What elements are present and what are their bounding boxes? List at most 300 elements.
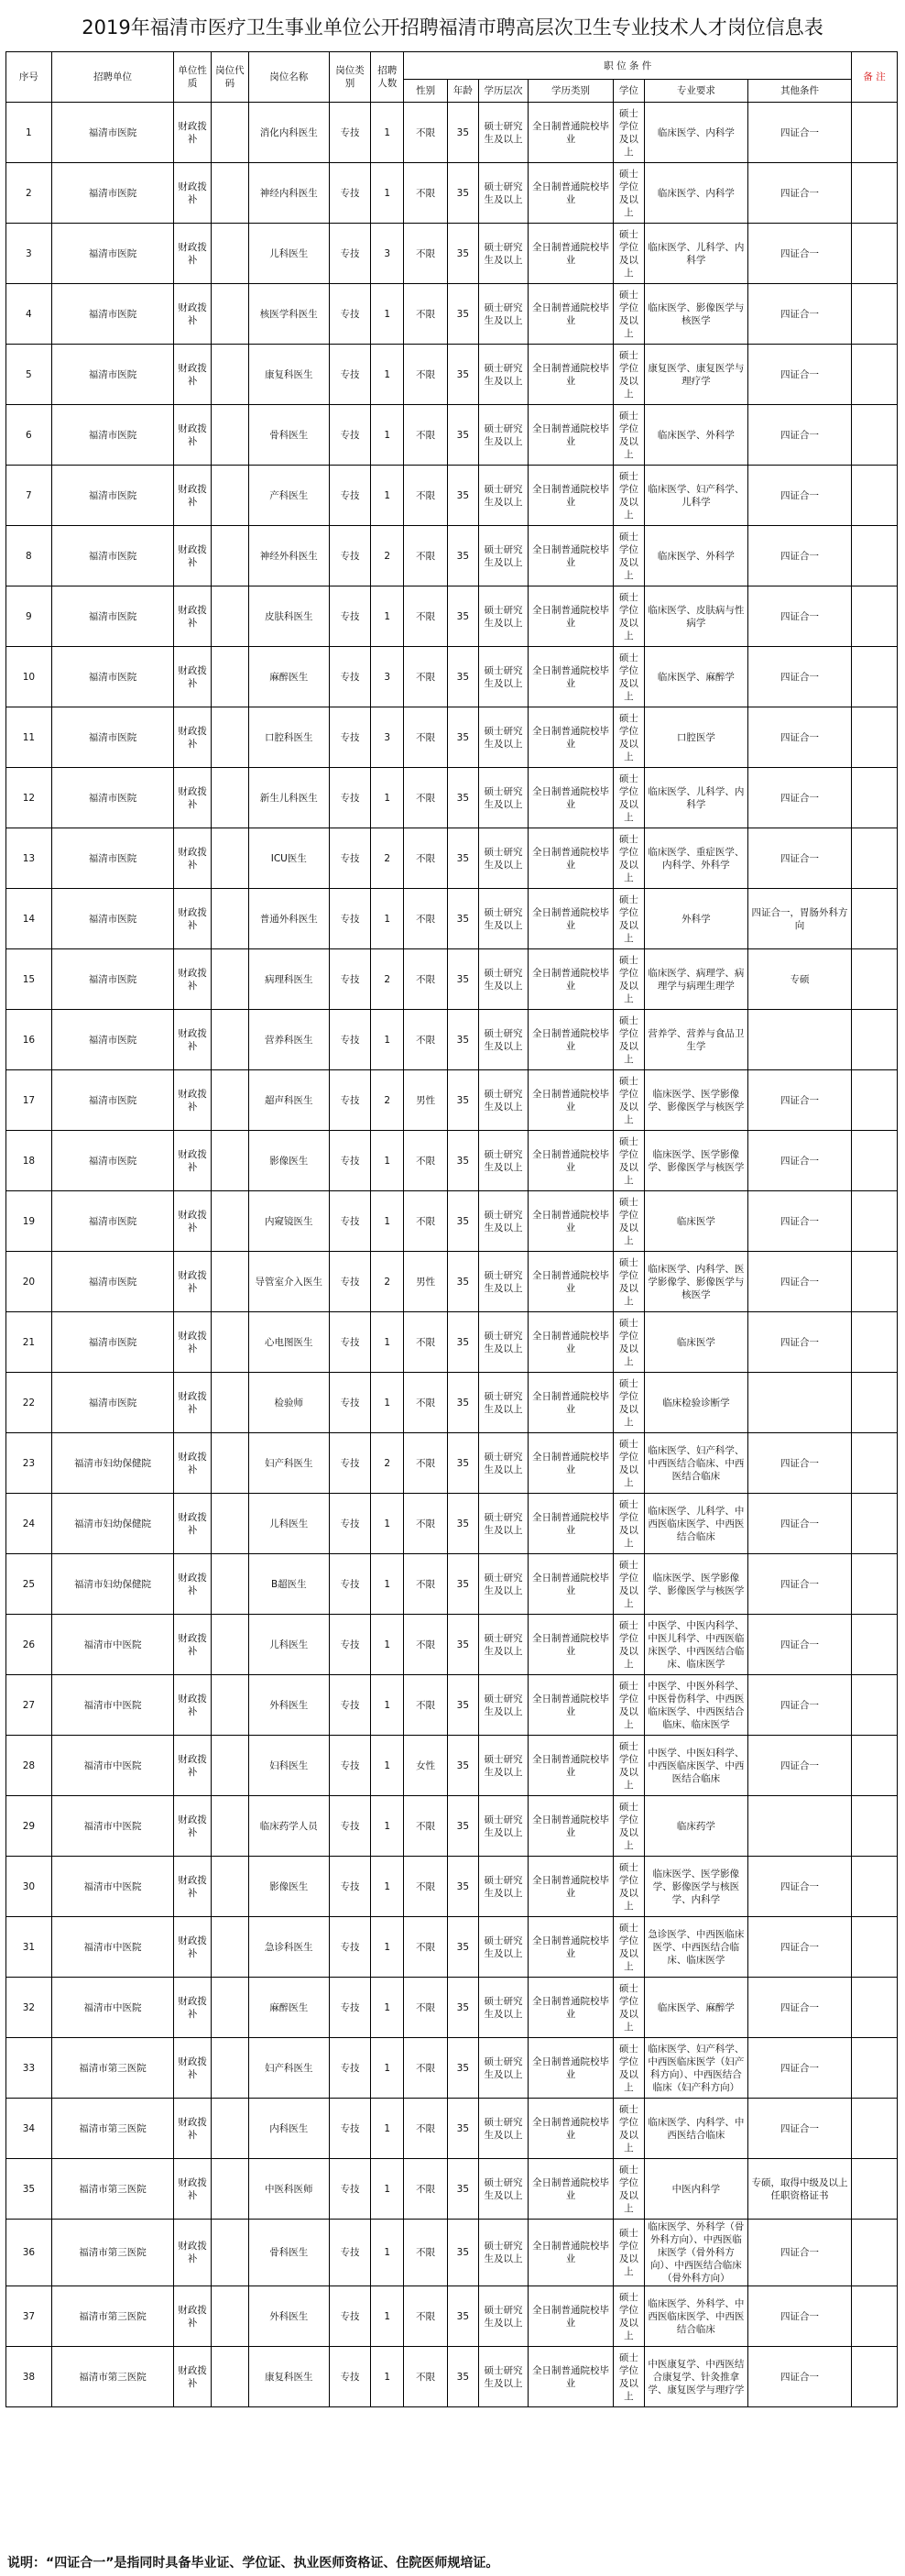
row-category-cell: 专技 xyxy=(329,889,370,949)
row-nature-cell: 财政拨补 xyxy=(174,1131,212,1191)
table-row xyxy=(6,889,898,949)
row-major-cell: 临床医学、医学影像学、影像医学与核医学 xyxy=(644,1131,747,1191)
table-row xyxy=(6,2347,898,2407)
row-age-cell: 35 xyxy=(447,707,478,768)
row-other-cell: 四证合一 xyxy=(747,284,851,345)
row-major-cell: 营养学、营养与食品卫生学 xyxy=(644,1010,747,1070)
row-edu-type-cell: 全日制普通院校毕业 xyxy=(529,647,614,707)
row-other-cell: 四证合一 xyxy=(747,647,851,707)
row-gender-cell: 不限 xyxy=(404,2099,448,2159)
table-row xyxy=(6,707,898,768)
row-post-cell: 营养科医生 xyxy=(248,1010,329,1070)
row-seq-cell: 4 xyxy=(6,284,52,345)
row-remark-cell xyxy=(852,2286,898,2347)
row-category-cell: 专技 xyxy=(329,768,370,828)
row-nature-cell: 财政拨补 xyxy=(174,1796,212,1857)
row-count-cell: 2 xyxy=(371,828,404,889)
row-other-cell: 四证合一 xyxy=(747,526,851,586)
row-remark-cell xyxy=(852,707,898,768)
row-category-cell: 专技 xyxy=(329,284,370,345)
row-major-cell: 临床医学、影像医学与核医学 xyxy=(644,284,747,345)
row-post-cell: 产科医生 xyxy=(248,466,329,526)
row-category-cell: 专技 xyxy=(329,1978,370,2038)
row-edu-type-cell: 全日制普通院校毕业 xyxy=(529,1433,614,1494)
row-gender-cell: 不限 xyxy=(404,1433,448,1494)
row-unit-cell: 福清市医院 xyxy=(51,828,173,889)
row-unit-cell: 福清市医院 xyxy=(51,1070,173,1131)
table-row xyxy=(6,2159,898,2220)
row-gender-cell: 不限 xyxy=(404,1675,448,1736)
table-row xyxy=(6,1978,898,2038)
row-post-cell: B超医生 xyxy=(248,1554,329,1615)
row-post-cell: 神经内科医生 xyxy=(248,163,329,224)
row-seq-cell: 27 xyxy=(6,1675,52,1736)
row-code-cell xyxy=(211,586,248,647)
row-edu-type-cell: 全日制普通院校毕业 xyxy=(529,345,614,405)
row-education-cell: 硕士研究生及以上 xyxy=(478,466,528,526)
row-seq-cell: 1 xyxy=(6,103,52,163)
row-remark-cell xyxy=(852,889,898,949)
table-row xyxy=(6,1252,898,1312)
row-other-cell: 四证合一 xyxy=(747,466,851,526)
row-seq-cell: 14 xyxy=(6,889,52,949)
row-nature-cell: 财政拨补 xyxy=(174,2038,212,2099)
row-nature-cell: 财政拨补 xyxy=(174,1010,212,1070)
row-count-cell: 1 xyxy=(371,1796,404,1857)
row-seq-cell: 19 xyxy=(6,1191,52,1252)
row-count-cell: 1 xyxy=(371,1615,404,1675)
row-degree-cell: 硕士学位及以上 xyxy=(613,1191,644,1252)
row-remark-cell xyxy=(852,1615,898,1675)
row-remark-cell xyxy=(852,2038,898,2099)
row-degree-cell: 硕士学位及以上 xyxy=(613,466,644,526)
row-major-cell: 外科学 xyxy=(644,889,747,949)
row-age-cell: 35 xyxy=(447,1736,478,1796)
row-gender-cell: 不限 xyxy=(404,224,448,284)
row-nature-cell: 财政拨补 xyxy=(174,1615,212,1675)
row-post-cell: 儿科医生 xyxy=(248,224,329,284)
row-code-cell xyxy=(211,526,248,586)
row-category-cell: 专技 xyxy=(329,163,370,224)
row-edu-type-cell: 全日制普通院校毕业 xyxy=(529,1736,614,1796)
row-count-cell: 1 xyxy=(371,1857,404,1917)
row-age-cell: 35 xyxy=(447,466,478,526)
row-education-cell: 硕士研究生及以上 xyxy=(478,224,528,284)
row-nature-cell: 财政拨补 xyxy=(174,2347,212,2407)
row-age-cell: 35 xyxy=(447,647,478,707)
row-major-cell: 临床医学、皮肤病与性病学 xyxy=(644,586,747,647)
row-gender-cell: 女性 xyxy=(404,1736,448,1796)
row-gender-cell: 不限 xyxy=(404,466,448,526)
row-degree-cell: 硕士学位及以上 xyxy=(613,2099,644,2159)
row-unit-cell: 福清市中医院 xyxy=(51,1615,173,1675)
row-post-cell: 康复科医生 xyxy=(248,345,329,405)
row-other-cell: 四证合一 xyxy=(747,224,851,284)
row-edu-type-cell: 全日制普通院校毕业 xyxy=(529,1857,614,1917)
row-nature-cell: 财政拨补 xyxy=(174,1252,212,1312)
row-remark-cell xyxy=(852,1433,898,1494)
row-age-cell: 35 xyxy=(447,2038,478,2099)
row-edu-type-cell: 全日制普通院校毕业 xyxy=(529,768,614,828)
row-code-cell xyxy=(211,2159,248,2220)
row-unit-cell: 福清市中医院 xyxy=(51,1675,173,1736)
row-nature-cell: 财政拨补 xyxy=(174,586,212,647)
row-gender-cell: 不限 xyxy=(404,284,448,345)
row-education-cell: 硕士研究生及以上 xyxy=(478,2286,528,2347)
header-age: 年龄 xyxy=(447,80,478,103)
row-gender-cell: 不限 xyxy=(404,526,448,586)
row-other-cell: 四证合一 xyxy=(747,405,851,466)
row-nature-cell: 财政拨补 xyxy=(174,1494,212,1554)
row-unit-cell: 福清市医院 xyxy=(51,1131,173,1191)
row-post-cell: 内窥镜医生 xyxy=(248,1191,329,1252)
row-category-cell: 专技 xyxy=(329,1615,370,1675)
row-code-cell xyxy=(211,1857,248,1917)
row-remark-cell xyxy=(852,1857,898,1917)
row-major-cell: 临床医学 xyxy=(644,1312,747,1373)
row-edu-type-cell: 全日制普通院校毕业 xyxy=(529,1131,614,1191)
row-unit-cell: 福清市医院 xyxy=(51,768,173,828)
row-seq-cell: 20 xyxy=(6,1252,52,1312)
row-education-cell: 硕士研究生及以上 xyxy=(478,2159,528,2220)
row-edu-type-cell: 全日制普通院校毕业 xyxy=(529,2099,614,2159)
row-degree-cell: 硕士学位及以上 xyxy=(613,828,644,889)
row-nature-cell: 财政拨补 xyxy=(174,345,212,405)
row-category-cell: 专技 xyxy=(329,2099,370,2159)
row-post-cell: 妇产科医生 xyxy=(248,2038,329,2099)
header-nature: 单位性质 xyxy=(174,52,212,103)
row-post-cell: 儿科医生 xyxy=(248,1494,329,1554)
row-nature-cell: 财政拨补 xyxy=(174,1433,212,1494)
row-post-cell: 妇产科医生 xyxy=(248,1433,329,1494)
row-category-cell: 专技 xyxy=(329,405,370,466)
row-count-cell: 1 xyxy=(371,2159,404,2220)
row-degree-cell: 硕士学位及以上 xyxy=(613,2038,644,2099)
row-count-cell: 2 xyxy=(371,1070,404,1131)
row-nature-cell: 财政拨补 xyxy=(174,103,212,163)
row-unit-cell: 福清市中医院 xyxy=(51,1796,173,1857)
row-post-cell: 骨科医生 xyxy=(248,2220,329,2286)
row-remark-cell xyxy=(852,586,898,647)
row-category-cell: 专技 xyxy=(329,345,370,405)
row-other-cell: 四证合一 xyxy=(747,1191,851,1252)
row-major-cell: 临床医学、医学影像学、影像医学与核医学、内科学 xyxy=(644,1857,747,1917)
row-nature-cell: 财政拨补 xyxy=(174,889,212,949)
row-education-cell: 硕士研究生及以上 xyxy=(478,1494,528,1554)
row-other-cell: 四证合一 xyxy=(747,1131,851,1191)
row-seq-cell: 18 xyxy=(6,1131,52,1191)
row-major-cell: 临床医学、医学影像学、影像医学与核医学 xyxy=(644,1554,747,1615)
table-row xyxy=(6,345,898,405)
row-education-cell: 硕士研究生及以上 xyxy=(478,1554,528,1615)
row-gender-cell: 不限 xyxy=(404,103,448,163)
row-gender-cell: 不限 xyxy=(404,2038,448,2099)
row-nature-cell: 财政拨补 xyxy=(174,466,212,526)
row-major-cell: 临床医学、儿科学、内科学 xyxy=(644,224,747,284)
row-nature-cell: 财政拨补 xyxy=(174,1917,212,1978)
row-seq-cell: 5 xyxy=(6,345,52,405)
row-nature-cell: 财政拨补 xyxy=(174,1070,212,1131)
row-age-cell: 35 xyxy=(447,1010,478,1070)
row-other-cell: 四证合一 xyxy=(747,2286,851,2347)
row-seq-cell: 6 xyxy=(6,405,52,466)
row-count-cell: 1 xyxy=(371,345,404,405)
row-other-cell: 四证合一 xyxy=(747,828,851,889)
row-gender-cell: 不限 xyxy=(404,2286,448,2347)
row-edu-type-cell: 全日制普通院校毕业 xyxy=(529,1070,614,1131)
row-post-cell: 病理科医生 xyxy=(248,949,329,1010)
row-edu-type-cell: 全日制普通院校毕业 xyxy=(529,1252,614,1312)
row-remark-cell xyxy=(852,405,898,466)
row-age-cell: 35 xyxy=(447,405,478,466)
row-post-cell: 影像医生 xyxy=(248,1857,329,1917)
row-category-cell: 专技 xyxy=(329,1191,370,1252)
row-post-cell: 外科医生 xyxy=(248,2286,329,2347)
row-post-cell: 麻醉医生 xyxy=(248,1978,329,2038)
row-edu-type-cell: 全日制普通院校毕业 xyxy=(529,1796,614,1857)
table-row xyxy=(6,1070,898,1131)
row-nature-cell: 财政拨补 xyxy=(174,1857,212,1917)
row-education-cell: 硕士研究生及以上 xyxy=(478,707,528,768)
row-code-cell xyxy=(211,1191,248,1252)
row-category-cell: 专技 xyxy=(329,2038,370,2099)
row-seq-cell: 26 xyxy=(6,1615,52,1675)
table-row xyxy=(6,828,898,889)
row-degree-cell: 硕士学位及以上 xyxy=(613,103,644,163)
row-education-cell: 硕士研究生及以上 xyxy=(478,1010,528,1070)
row-seq-cell: 36 xyxy=(6,2220,52,2286)
row-code-cell xyxy=(211,284,248,345)
table-header xyxy=(6,52,898,103)
row-gender-cell: 男性 xyxy=(404,1070,448,1131)
row-count-cell: 1 xyxy=(371,103,404,163)
row-unit-cell: 福清市医院 xyxy=(51,1010,173,1070)
row-major-cell: 临床医学、儿科学、中西医临床医学、中西医结合临床 xyxy=(644,1494,747,1554)
row-education-cell: 硕士研究生及以上 xyxy=(478,103,528,163)
row-major-cell: 临床医学、内科学 xyxy=(644,103,747,163)
row-post-cell: 口腔科医生 xyxy=(248,707,329,768)
row-age-cell: 35 xyxy=(447,828,478,889)
row-code-cell xyxy=(211,1736,248,1796)
row-degree-cell: 硕士学位及以上 xyxy=(613,1554,644,1615)
row-count-cell: 3 xyxy=(371,707,404,768)
row-age-cell: 35 xyxy=(447,1131,478,1191)
row-edu-type-cell: 全日制普通院校毕业 xyxy=(529,707,614,768)
row-unit-cell: 福清市医院 xyxy=(51,466,173,526)
row-edu-type-cell: 全日制普通院校毕业 xyxy=(529,586,614,647)
row-count-cell: 2 xyxy=(371,526,404,586)
row-edu-type-cell: 全日制普通院校毕业 xyxy=(529,1191,614,1252)
row-seq-cell: 16 xyxy=(6,1010,52,1070)
row-nature-cell: 财政拨补 xyxy=(174,2159,212,2220)
row-age-cell: 35 xyxy=(447,345,478,405)
row-nature-cell: 财政拨补 xyxy=(174,1736,212,1796)
row-post-cell: 影像医生 xyxy=(248,1131,329,1191)
row-post-cell: 妇科医生 xyxy=(248,1736,329,1796)
row-major-cell: 急诊医学、中西医临床医学、中西医结合临床、临床医学 xyxy=(644,1917,747,1978)
row-major-cell: 临床医学、儿科学、内科学 xyxy=(644,768,747,828)
row-code-cell xyxy=(211,2038,248,2099)
row-count-cell: 1 xyxy=(371,1131,404,1191)
row-code-cell xyxy=(211,2099,248,2159)
row-category-cell: 专技 xyxy=(329,828,370,889)
row-other-cell: 四证合一 xyxy=(747,1070,851,1131)
row-category-cell: 专技 xyxy=(329,2159,370,2220)
row-education-cell: 硕士研究生及以上 xyxy=(478,647,528,707)
row-degree-cell: 硕士学位及以上 xyxy=(613,1978,644,2038)
row-other-cell: 四证合一 xyxy=(747,1252,851,1312)
row-age-cell: 35 xyxy=(447,2286,478,2347)
row-edu-type-cell: 全日制普通院校毕业 xyxy=(529,163,614,224)
table-row xyxy=(6,284,898,345)
row-unit-cell: 福清市第三医院 xyxy=(51,2159,173,2220)
header-code: 岗位代码 xyxy=(211,52,248,103)
row-post-cell: 普通外科医生 xyxy=(248,889,329,949)
table-row xyxy=(6,1373,898,1433)
header-major: 专业要求 xyxy=(644,80,747,103)
row-education-cell: 硕士研究生及以上 xyxy=(478,1736,528,1796)
row-education-cell: 硕士研究生及以上 xyxy=(478,1917,528,1978)
header-education: 学历层次 xyxy=(478,80,528,103)
row-post-cell: 检验师 xyxy=(248,1373,329,1433)
row-category-cell: 专技 xyxy=(329,1131,370,1191)
row-gender-cell: 不限 xyxy=(404,828,448,889)
row-unit-cell: 福清市第三医院 xyxy=(51,2347,173,2407)
row-unit-cell: 福清市医院 xyxy=(51,1191,173,1252)
row-nature-cell: 财政拨补 xyxy=(174,707,212,768)
row-degree-cell: 硕士学位及以上 xyxy=(613,1010,644,1070)
row-degree-cell: 硕士学位及以上 xyxy=(613,2347,644,2407)
positions-table xyxy=(5,51,898,2407)
row-remark-cell xyxy=(852,284,898,345)
row-post-cell: ICU医生 xyxy=(248,828,329,889)
row-code-cell xyxy=(211,768,248,828)
row-code-cell xyxy=(211,1373,248,1433)
row-degree-cell: 硕士学位及以上 xyxy=(613,526,644,586)
row-code-cell xyxy=(211,405,248,466)
row-remark-cell xyxy=(852,1917,898,1978)
row-age-cell: 35 xyxy=(447,1615,478,1675)
row-count-cell: 1 xyxy=(371,1554,404,1615)
table-row xyxy=(6,2220,898,2286)
row-remark-cell xyxy=(852,1978,898,2038)
row-seq-cell: 2 xyxy=(6,163,52,224)
row-edu-type-cell: 全日制普通院校毕业 xyxy=(529,1615,614,1675)
row-education-cell: 硕士研究生及以上 xyxy=(478,1978,528,2038)
row-seq-cell: 12 xyxy=(6,768,52,828)
row-code-cell xyxy=(211,828,248,889)
row-edu-type-cell: 全日制普通院校毕业 xyxy=(529,1010,614,1070)
row-degree-cell: 硕士学位及以上 xyxy=(613,768,644,828)
row-post-cell: 皮肤科医生 xyxy=(248,586,329,647)
row-major-cell: 临床医学、妇产科学、中西医临床医学（妇产科方向）、中西医结合临床（妇产科方向） xyxy=(644,2038,747,2099)
row-category-cell: 专技 xyxy=(329,1252,370,1312)
row-nature-cell: 财政拨补 xyxy=(174,1554,212,1615)
row-degree-cell: 硕士学位及以上 xyxy=(613,707,644,768)
row-post-cell: 超声科医生 xyxy=(248,1070,329,1131)
row-nature-cell: 财政拨补 xyxy=(174,224,212,284)
row-seq-cell: 33 xyxy=(6,2038,52,2099)
row-remark-cell xyxy=(852,163,898,224)
row-gender-cell: 不限 xyxy=(404,1615,448,1675)
row-education-cell: 硕士研究生及以上 xyxy=(478,1615,528,1675)
row-education-cell: 硕士研究生及以上 xyxy=(478,1252,528,1312)
row-degree-cell: 硕士学位及以上 xyxy=(613,345,644,405)
row-count-cell: 1 xyxy=(371,1675,404,1736)
row-category-cell: 专技 xyxy=(329,2286,370,2347)
row-age-cell: 35 xyxy=(447,1433,478,1494)
row-gender-cell: 不限 xyxy=(404,768,448,828)
row-major-cell: 临床医学、医学影像学、影像医学与核医学 xyxy=(644,1070,747,1131)
row-edu-type-cell: 全日制普通院校毕业 xyxy=(529,405,614,466)
row-seq-cell: 38 xyxy=(6,2347,52,2407)
row-age-cell: 35 xyxy=(447,889,478,949)
row-gender-cell: 不限 xyxy=(404,647,448,707)
row-other-cell: 四证合一 xyxy=(747,707,851,768)
row-unit-cell: 福清市第三医院 xyxy=(51,2038,173,2099)
row-unit-cell: 福清市医院 xyxy=(51,345,173,405)
row-education-cell: 硕士研究生及以上 xyxy=(478,949,528,1010)
row-age-cell: 35 xyxy=(447,1252,478,1312)
row-count-cell: 1 xyxy=(371,284,404,345)
table-row xyxy=(6,1010,898,1070)
row-seq-cell: 11 xyxy=(6,707,52,768)
row-education-cell: 硕士研究生及以上 xyxy=(478,2347,528,2407)
row-count-cell: 1 xyxy=(371,1191,404,1252)
row-other-cell: 四证合一 xyxy=(747,163,851,224)
row-gender-cell: 不限 xyxy=(404,889,448,949)
row-remark-cell xyxy=(852,2347,898,2407)
row-remark-cell xyxy=(852,1010,898,1070)
row-age-cell: 35 xyxy=(447,1978,478,2038)
row-degree-cell: 硕士学位及以上 xyxy=(613,2159,644,2220)
row-age-cell: 35 xyxy=(447,1494,478,1554)
row-nature-cell: 财政拨补 xyxy=(174,949,212,1010)
row-seq-cell: 10 xyxy=(6,647,52,707)
row-count-cell: 1 xyxy=(371,163,404,224)
table-row xyxy=(6,405,898,466)
row-remark-cell xyxy=(852,1675,898,1736)
row-category-cell: 专技 xyxy=(329,1675,370,1736)
row-seq-cell: 35 xyxy=(6,2159,52,2220)
row-count-cell: 1 xyxy=(371,2220,404,2286)
row-age-cell: 35 xyxy=(447,1070,478,1131)
row-age-cell: 35 xyxy=(447,1373,478,1433)
row-edu-type-cell: 全日制普通院校毕业 xyxy=(529,103,614,163)
row-post-cell: 急诊科医生 xyxy=(248,1917,329,1978)
row-age-cell: 35 xyxy=(447,1796,478,1857)
header-degree: 学位 xyxy=(613,80,644,103)
row-post-cell: 神经外科医生 xyxy=(248,526,329,586)
row-major-cell: 临床医学、重症医学、内科学、外科学 xyxy=(644,828,747,889)
row-major-cell: 中医康复学、中西医结合康复学、针灸推拿学、康复医学与理疗学 xyxy=(644,2347,747,2407)
row-post-cell: 核医学科医生 xyxy=(248,284,329,345)
row-category-cell: 专技 xyxy=(329,1312,370,1373)
header-remark: 备 注 xyxy=(852,52,898,103)
row-degree-cell: 硕士学位及以上 xyxy=(613,1736,644,1796)
row-education-cell: 硕士研究生及以上 xyxy=(478,2099,528,2159)
row-education-cell: 硕士研究生及以上 xyxy=(478,889,528,949)
row-nature-cell: 财政拨补 xyxy=(174,1978,212,2038)
row-category-cell: 专技 xyxy=(329,224,370,284)
row-remark-cell xyxy=(852,1312,898,1373)
row-degree-cell: 硕士学位及以上 xyxy=(613,949,644,1010)
table-row xyxy=(6,1857,898,1917)
row-major-cell: 临床医学、妇产科学、儿科学 xyxy=(644,466,747,526)
row-age-cell: 35 xyxy=(447,284,478,345)
row-post-cell: 新生儿科医生 xyxy=(248,768,329,828)
row-gender-cell: 不限 xyxy=(404,1191,448,1252)
